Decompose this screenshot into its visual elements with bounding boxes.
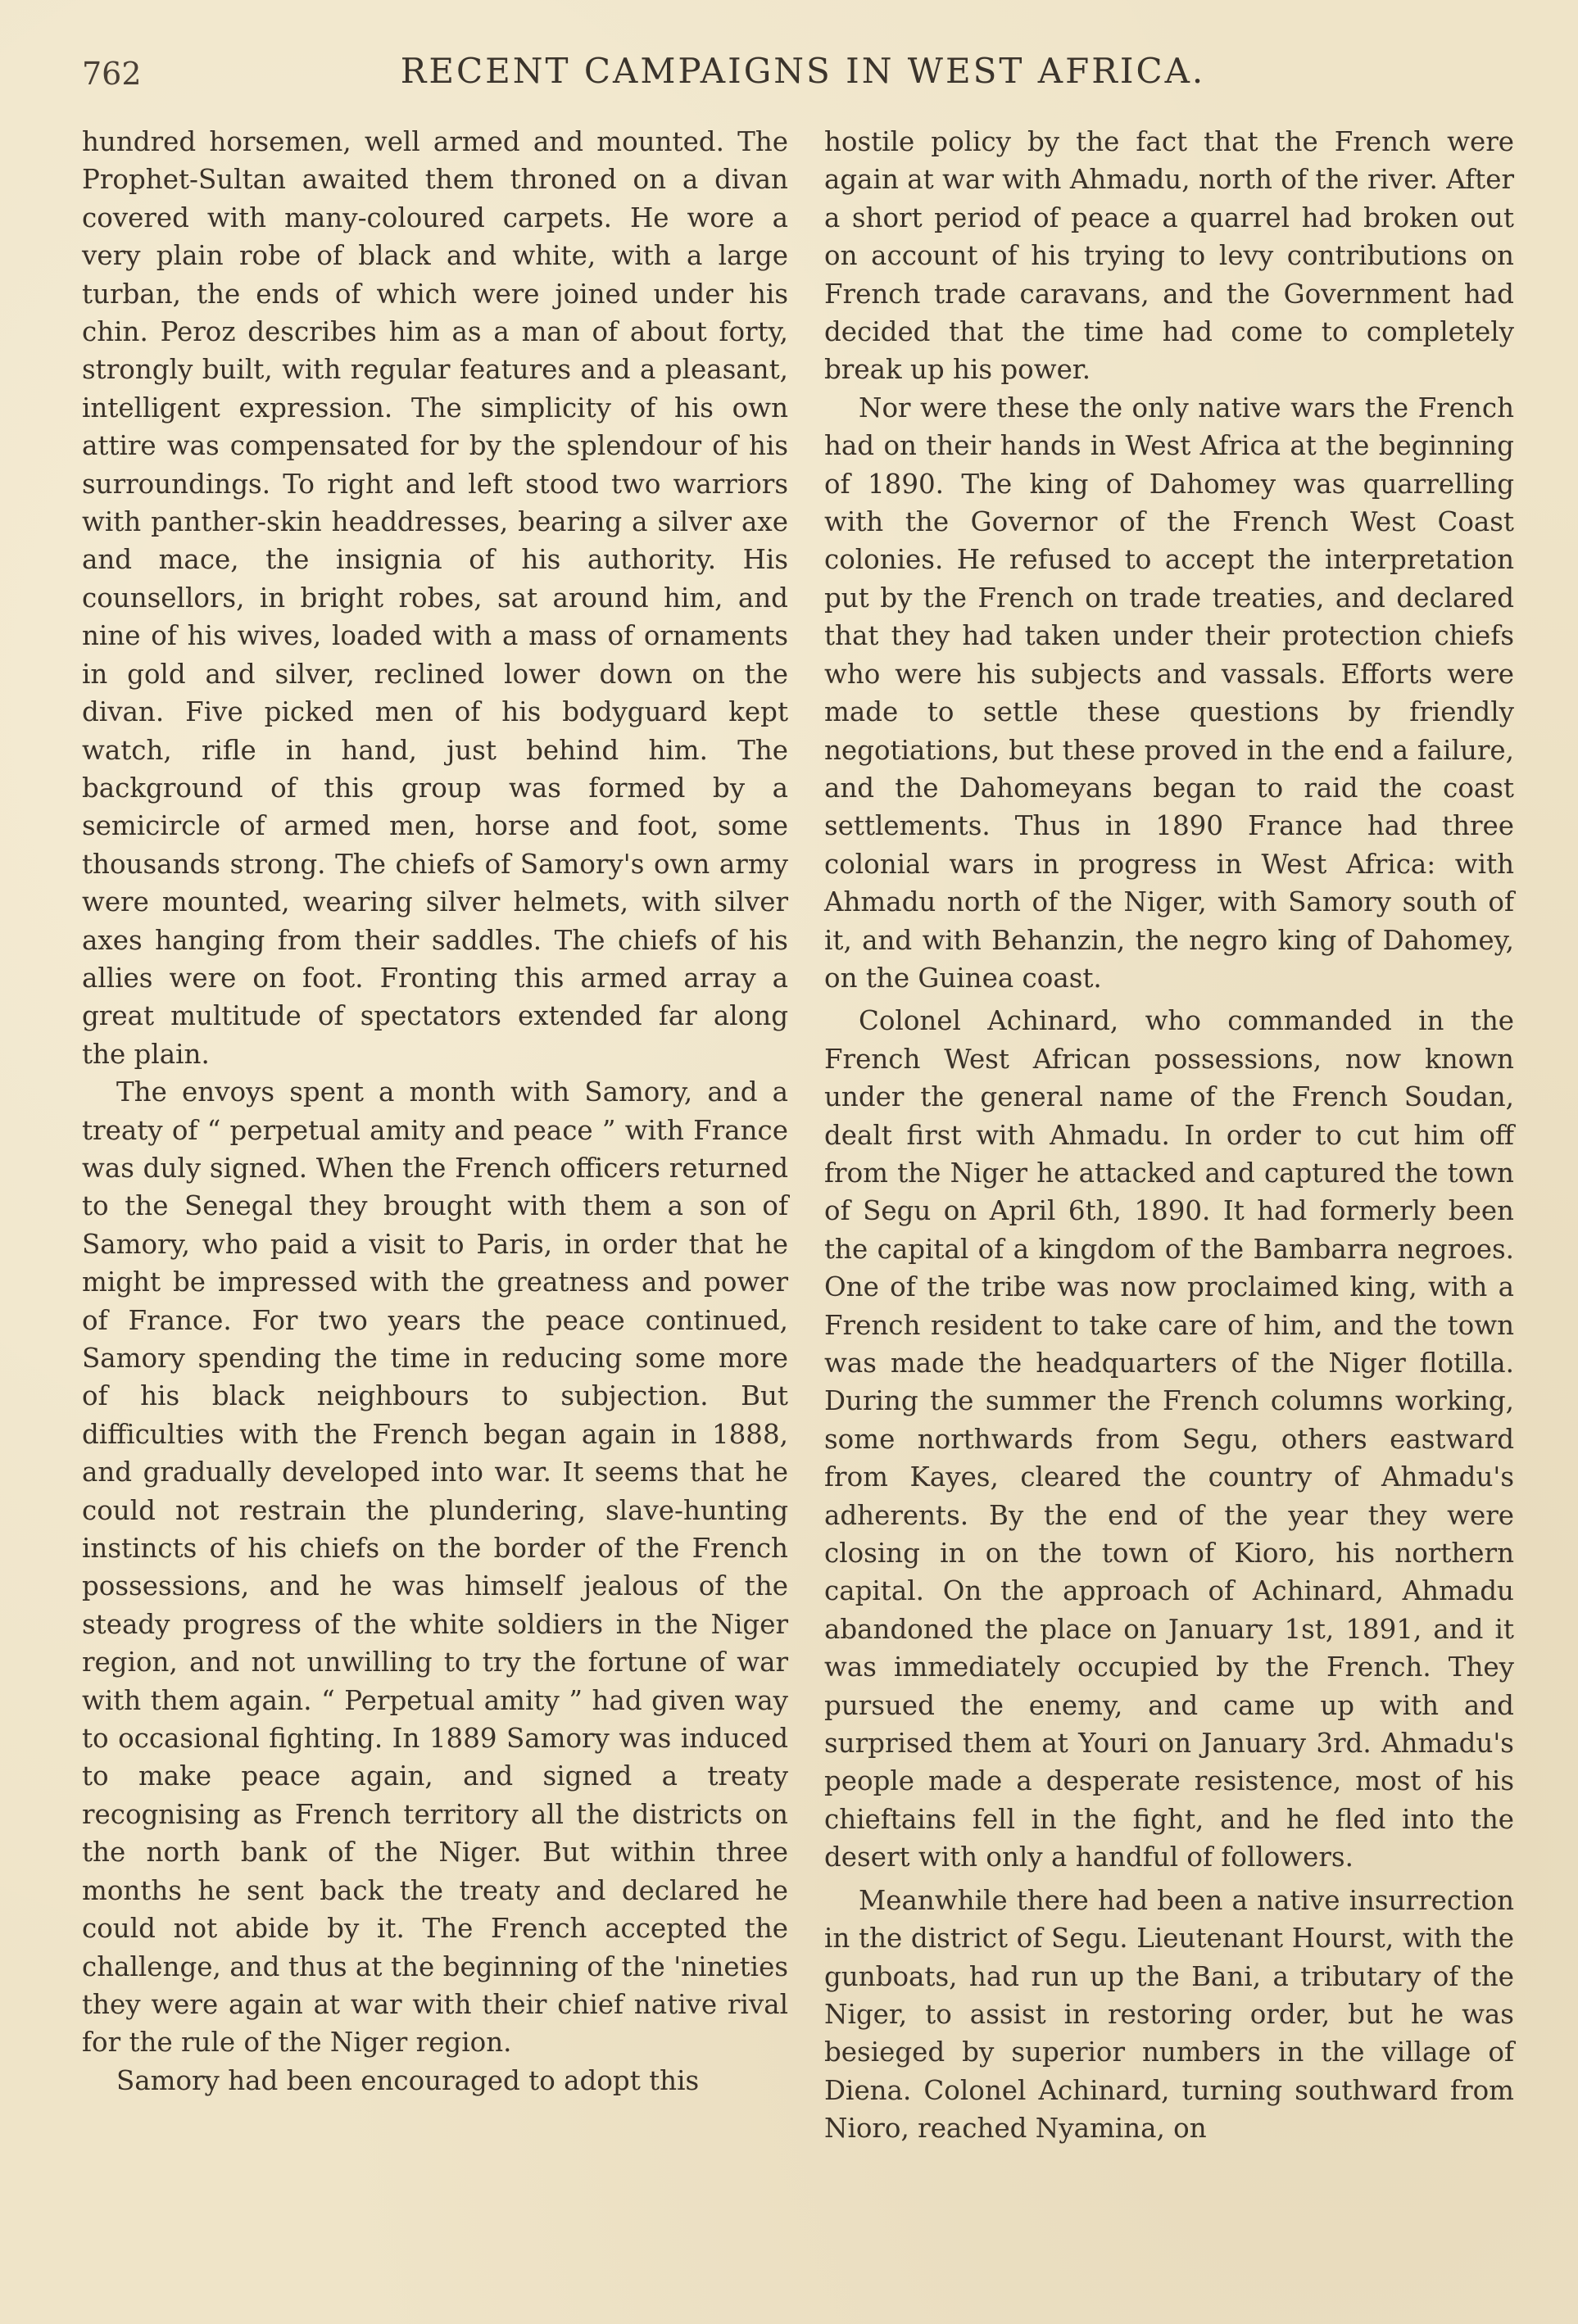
page-number: 762	[82, 56, 142, 92]
page-header	[82, 51, 1524, 100]
running-head: RECENT CAMPAIGNS IN WEST AFRICA.	[400, 51, 1206, 91]
paragraph: Nor were these the only native wars the French had on their hands in West Africa at the beginning of 1890. The king of Dahomey was quarrelling with the Governor of the French West Coast colonies. He refused to accept the interpretation put by the French on trade treaties, and declared that they had taken under their protection chiefs who were his subjects and vassals. Efforts were made to settle these questions by friendly negotiations, but these proved in the end a failure, and the Dahomeyans began to raid the coast settlements. Thus in 1890 France had three colonial wars in progress in West Africa: with Ahmadu north of the Niger, with Samory south of it, and with Behanzin, the negro king of Dahomey, on the Guinea coast.	[824, 392, 1514, 994]
paragraph: hundred horsemen, well armed and mounted. The Prophet-Sultan awaited them throned on a divan covered with many-coloured carpets. He wore a very plain robe of black and white, with a large turban, the ends of which were joined under his chin. Peroz describes him as a man of about forty, strongly built, with regular features and a pleasant, intelligent expression. The simplicity of his own attire was compensated for by the splendour of his surroundings. To right and left stood two warriors with panther-skin headdresses, bearing a silver axe and mace, the insignia of his authority. His counsellors, in bright robes, sat around him, and nine of his wives, loaded with a mass of ornaments in gold and silver, reclined lower down on the divan. Five picked men of his bodyguard kept watch, rifle in hand, just behind him. The background of this group was formed by a semicircle of armed men, horse and foot, some thousands strong. The chiefs of Samory's own army were mounted, wearing silver helmets, with silver axes hanging from their saddles. The chiefs of his allies were on foot. Fronting this armed array a great multitude of spectators extended far along the plain.	[82, 126, 788, 1070]
left-column	[82, 123, 788, 2100]
paragraph: hostile policy by the fact that the French were again at war with Ahmadu, north of the river. After a short period of peace a quarrel had broken out on account of his trying to levy contributions on French trade caravans, and the Government had decided that the time had come to completely break up his power.	[824, 126, 1514, 386]
paragraph: Meanwhile there had been a native insurrection in the district of Segu. Lieutenant Hourst, with the gunboats, had run up the Bani, a tributary of the Niger, to assist in restoring order, but he was besieged by superior numbers in the village of Diena. Colonel Achinard, turning southward from Nioro, reached Nyamina, on	[824, 1884, 1514, 2145]
paragraph: The envoys spent a month with Samory, and a treaty of “ perpetual amity and peace ” with France was duly signed. When the French officers returned to the Senegal they brought with them a son of Samory, who paid a visit to Paris, in order that he might be impressed with the greatness and power of France. For two years the peace continued, Samory spending the time in reducing some more of his black neighbours to subjection. But difficulties with the French began again in 1888, and gradually developed into war. It seems that he could not restrain the plundering, slave-hunting instincts of his chiefs on the border of the French possessions, and he was himself jealous of the steady progress of the white soldiers in the Niger region, and not unwilling to try the fortune of war with them again. “ Perpetual amity ” had given way to occasional fighting. In 1889 Samory was induced to make peace again, and signed a treaty recognising as French territory all the districts on the north bank of the Niger. But within three months he sent back the treaty and declared he could not abide by it. The French accepted the challenge, and thus at the beginning of the 'nineties they were again at war with their chief native rival for the rule of the Niger region.	[82, 1076, 788, 2059]
paragraph: Colonel Achinard, who commanded in the French West African possessions, now known under the general name of the French Soudan, dealt first with Ahmadu. In order to cut him off from the Niger he attacked and captured the town of Segu on April 6th, 1890. It had formerly been the capital of a kingdom of the Bambarra negroes. One of the tribe was now proclaimed king, with a French resident to take care of him, and the town was made the headquarters of the Niger flotilla. During the summer the French columns working, some northwards from Segu, others eastward from Kayes, cleared the country of Ahmadu's adherents. By the end of the year they were closing in on the town of Kioro, his northern capital. On the approach of Achinard, Ahmadu abandoned the place on January 1st, 1891, and it was immediately occupied by the French. They pursued the enemy, and came up with and surprised them at Youri on January 3rd. Ahmadu's people made a desperate resistence, most of his chieftains fell in the fight, and he fled into the desert with only a handful of followers.	[824, 1005, 1514, 1873]
right-column	[824, 123, 1514, 2148]
paragraph: Samory had been encouraged to adopt this	[116, 2064, 700, 2096]
